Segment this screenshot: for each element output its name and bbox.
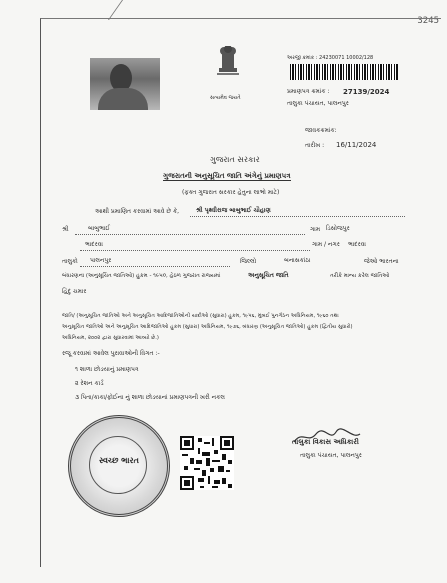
emblem-caption: સત્યમેવ જયતે xyxy=(210,95,241,101)
certificate-number-label: પ્રમાણપત્ર ક્રમાંક : xyxy=(287,88,330,95)
order-text: બંધારણના (અનુસૂચિત જાતિઓ) હુકમ - ૧૯૫૦, હેઠળ ગુજરાત રાજ્યમાં xyxy=(62,273,221,279)
son-of-label: શ્રી xyxy=(62,226,69,233)
state-emblem-icon xyxy=(213,46,243,88)
applicant-photo xyxy=(90,58,160,110)
issue-date: 16/11/2024 xyxy=(336,141,377,149)
father-name: બાબુભાઈ xyxy=(88,225,111,232)
issuing-office: તાલુકા પંચાયત, પાલનપુર xyxy=(287,100,349,107)
gam-nagar-value: ભાદરવા xyxy=(348,241,366,248)
citizen-of-label: જેઓ ભારતના xyxy=(364,258,399,265)
village-label: ગામ xyxy=(310,226,321,233)
document-item: ૨ રેશન કાર્ડ xyxy=(75,380,104,387)
stamp-text: સ્વચ્છ ભારત xyxy=(98,456,139,465)
certificate-title: ગુજરાતની અનુસૂચિત જાતિ અંગેનું પ્રમાણપત્ર xyxy=(163,172,291,180)
date-label: તારીખ : xyxy=(305,142,325,149)
qr-code xyxy=(180,436,234,490)
scheduled-caste: અનુસૂચિત જાતિ xyxy=(248,272,289,279)
village-value: ડિસોજપુર xyxy=(326,225,350,232)
corner-number: 3245 xyxy=(417,16,439,26)
certificate-number: 27139/2024 xyxy=(343,88,390,96)
district-label: જિલ્લો xyxy=(240,258,257,265)
certificate-subtitle: (ફક્ત ગુજરાત સરકાર હેતુના લાભો માટે) xyxy=(182,189,280,196)
paragraph-line-2: અનુસૂચિત જાતિઓ અને અનુસૂચિત આદિજાતિઓ હુકમ (સુધારા) અધિનિયમ, ૧૯૭૬, બંધારણ (અનુસૂચિત જાતિઓ) હુકમ (દ્વિતીય સુધારો) xyxy=(62,324,353,330)
documents-header: રજૂ કરવામાં આવેલ પુરાવાઓની વિગત :- xyxy=(62,350,160,357)
fold-line xyxy=(63,0,123,20)
recognized-text: તરીકે માન્ય કરેલ જાતિઓ xyxy=(330,273,390,279)
application-number: અરજી ક્રમાંક : 24230071 10002/128 xyxy=(287,55,374,61)
district-value: બનાસકાંઠા xyxy=(284,257,311,264)
signatory-office: તાલુકા પંચાયત, પાલનપુર xyxy=(300,452,362,459)
government-title: ગુજરાત સરકાર xyxy=(210,155,260,164)
gam-nagar-label: ગામ / નગર xyxy=(312,241,340,248)
paragraph-line-1: જાતિ/ (અનુસૂચિત જાતિઓ અને અનુસૂચિત આદિજાતિઓની યાદીઓ (સુધારા) હુકમ, ૧૯૫૬, મુંબઈ પુનર્ગઠન અધિનિયમ, ૧૯૬૦ તથા xyxy=(62,313,339,319)
applicant-name: શ્રી પૃથ્વીરાજ બાબુભાઈ ચૌહાણ xyxy=(196,207,271,214)
document-item: ૩ પિતા/કાકા/ફોઈના નું શાળા છોડયાનાં પ્રમાણપત્રની ખરી નકલ xyxy=(75,394,225,401)
paragraph-line-3: અધિનિયમ, ૨૦૦૨ દ્વારા સુધારવામાં આવ્યો છે.) xyxy=(62,335,159,341)
signatory-title: તાલુકા વિકાસ અધિકારી xyxy=(292,438,359,446)
taluka-value: પાલનપુર xyxy=(90,257,112,264)
outward-number-label: જાવકક્રમાંક: xyxy=(305,127,337,134)
caste-name: ભાદરવા xyxy=(85,241,103,248)
taluka-label: તાલુકો xyxy=(62,258,78,265)
official-stamp xyxy=(68,415,170,517)
religion-caste: હિંદુ ચમાર xyxy=(62,288,87,295)
intro-text: આથી પ્રમાણિત કરવામાં આવે છે કે, xyxy=(95,208,180,215)
barcode xyxy=(290,64,398,80)
document-item: ૧ શાળા છોડયાનું પ્રમાણપત્ર xyxy=(75,366,139,373)
